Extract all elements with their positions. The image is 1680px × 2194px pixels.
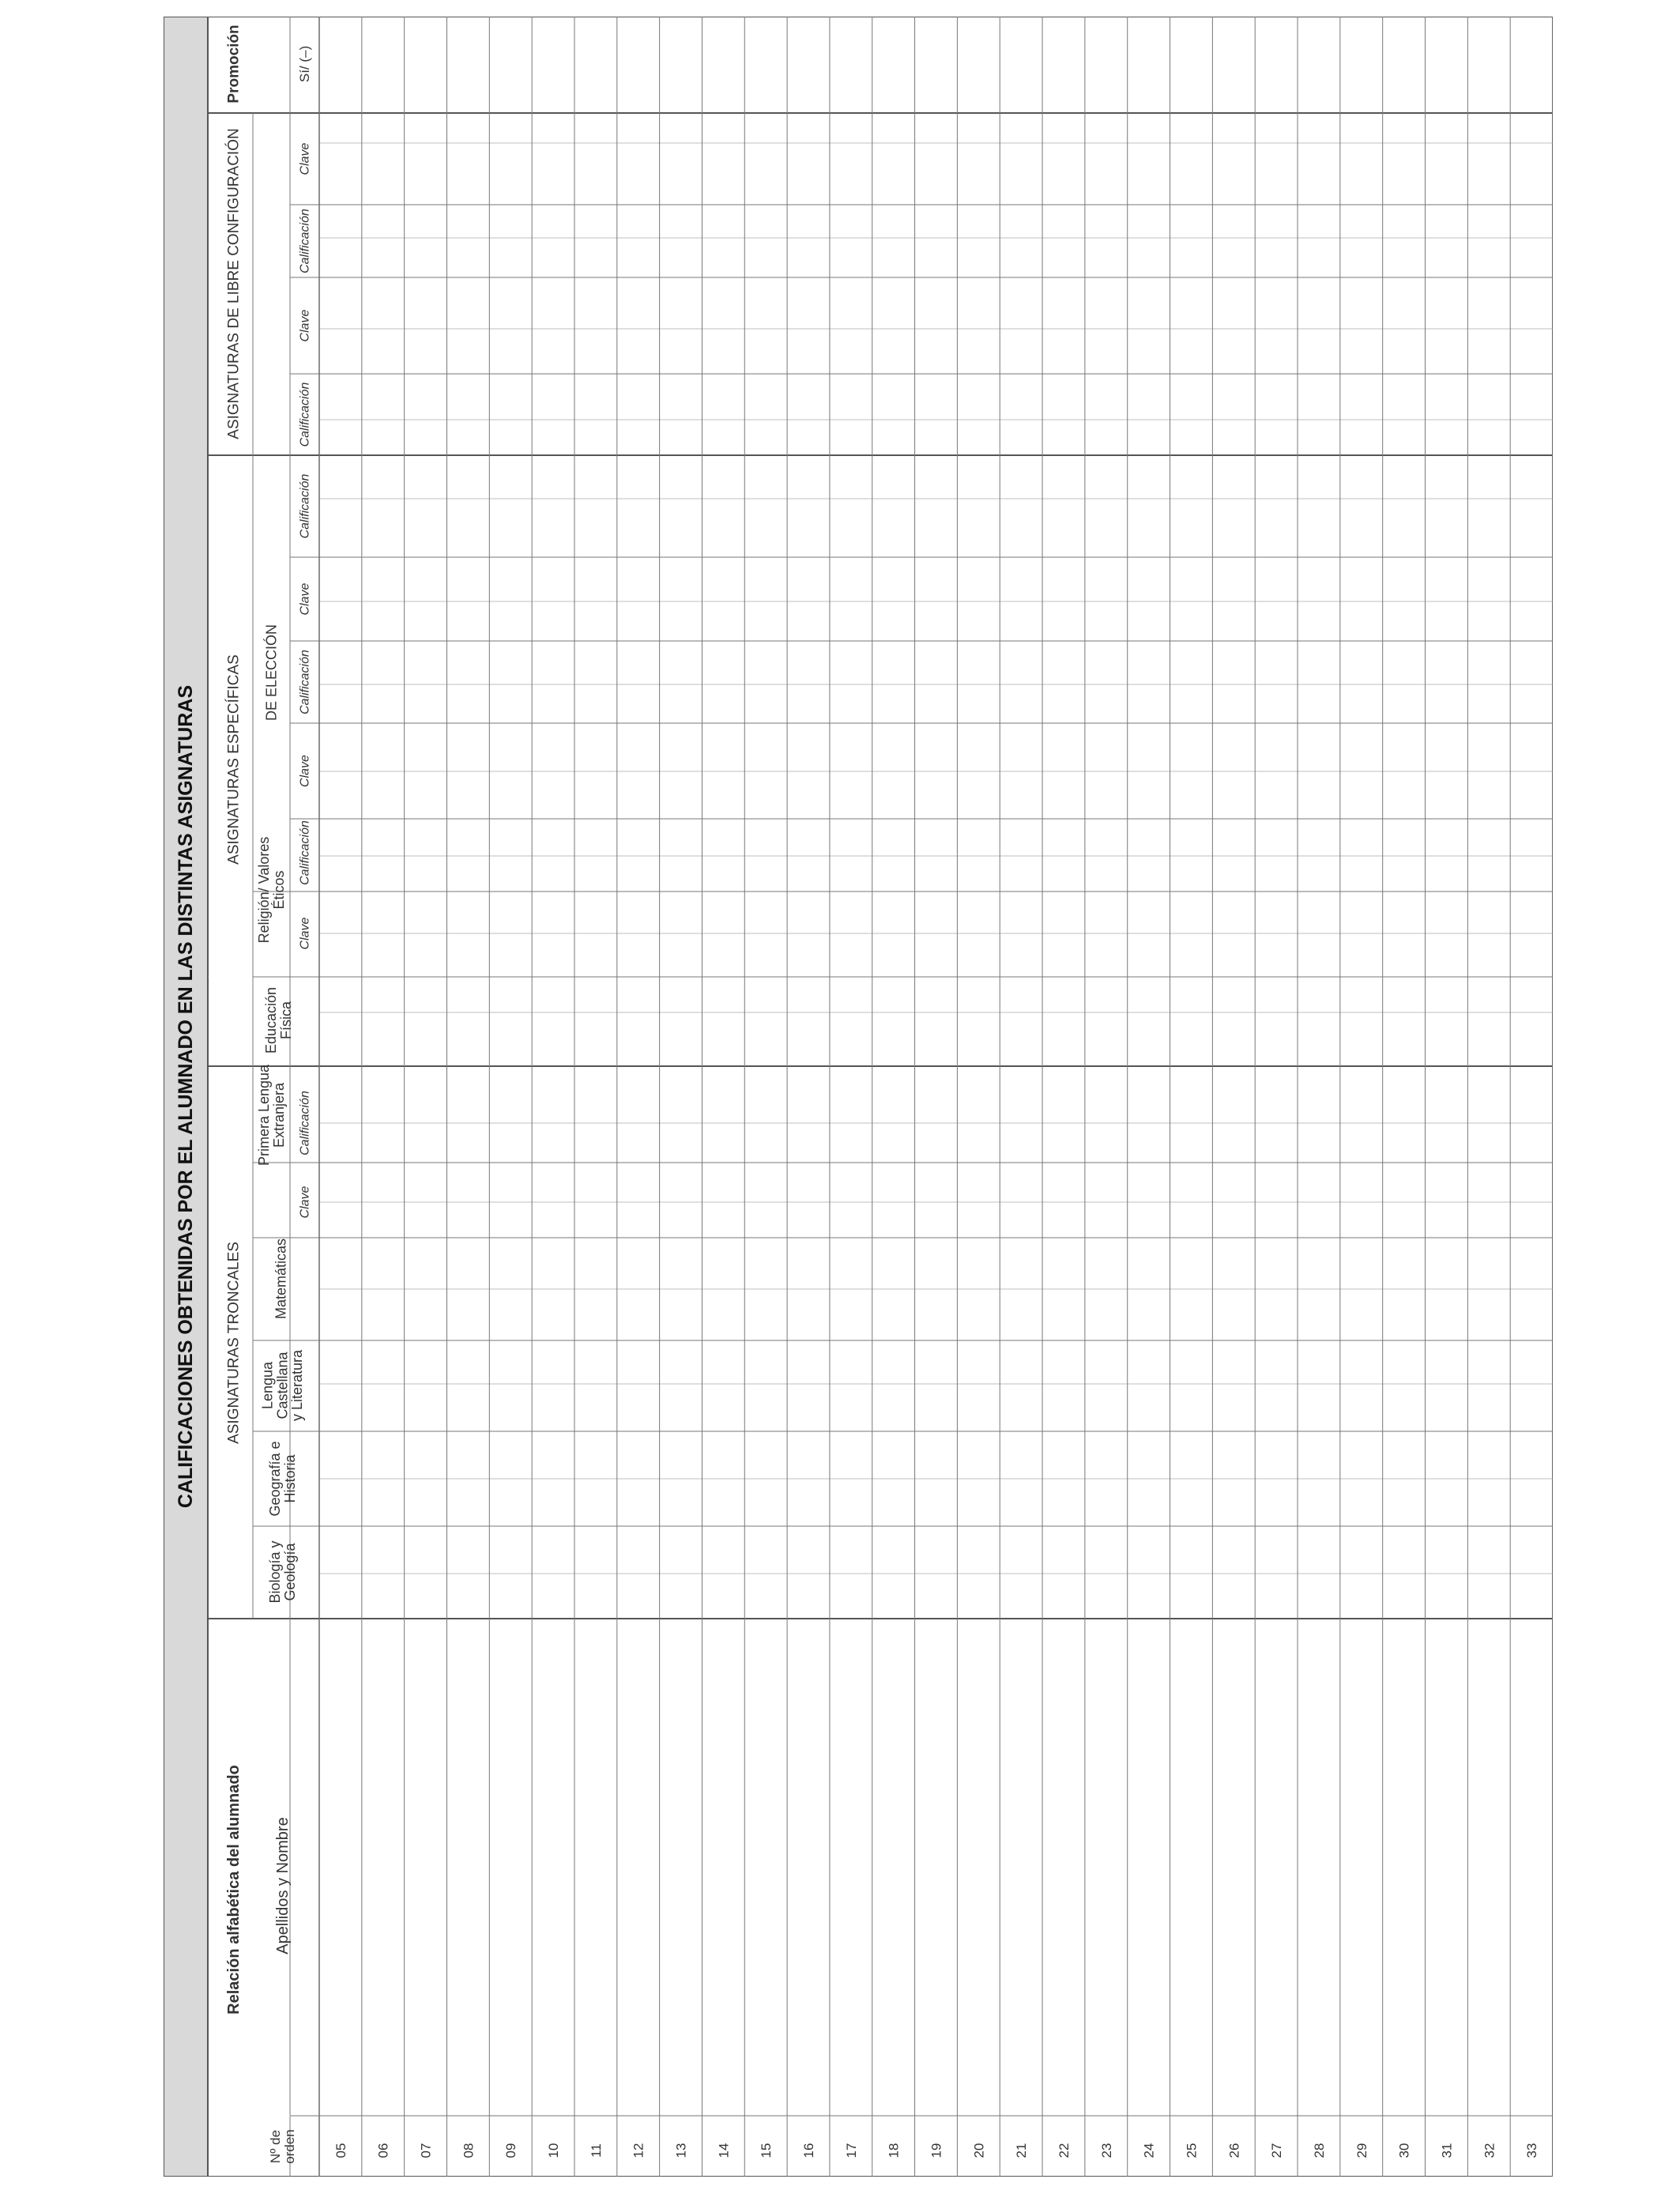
libre-clave-label: Clave xyxy=(298,142,312,175)
row-number: 16 xyxy=(801,2143,817,2158)
libre-calificacion-label: Calificación xyxy=(298,382,312,447)
row-number: 33 xyxy=(1524,2143,1540,2158)
eleccion-header: DE ELECCIÓN xyxy=(263,624,280,722)
row-number: 17 xyxy=(843,2143,859,2158)
libre-calificacion-label: Calificación xyxy=(298,209,312,273)
name-column-header: Apellidos y Nombre xyxy=(274,1817,292,1955)
row-number: 09 xyxy=(503,2143,519,2158)
row-number: 06 xyxy=(375,2143,391,2158)
row-number: 20 xyxy=(971,2143,987,2158)
row-number: 19 xyxy=(929,2143,944,2158)
promocion-header: Promoción xyxy=(225,25,243,104)
row-number: 26 xyxy=(1226,2143,1242,2158)
eleccion-clave-label: Clave xyxy=(298,755,312,787)
lengua-header: LenguaCastellanay Literatura xyxy=(259,1349,306,1422)
row-number: 07 xyxy=(418,2143,434,2158)
row-number: 22 xyxy=(1056,2143,1072,2158)
row-number: 30 xyxy=(1396,2143,1412,2158)
row-number: 29 xyxy=(1354,2143,1369,2158)
primera-lengua-clave-label: Clave xyxy=(298,1186,312,1219)
row-number: 31 xyxy=(1439,2143,1455,2158)
row-number: 15 xyxy=(759,2143,774,2158)
primera-lengua-calificacion-label: Calificación xyxy=(298,1091,312,1155)
religion-calificacion-label: Calificación xyxy=(298,820,312,885)
eleccion-calificacion-label: Calificación xyxy=(298,473,312,539)
row-number: 10 xyxy=(546,2143,562,2158)
order-number-header: Nº deorden xyxy=(268,2129,297,2164)
grades-table xyxy=(164,17,1553,2177)
row-number: 18 xyxy=(886,2143,902,2158)
libre-clave-label: Clave xyxy=(298,309,312,342)
matematicas-header: Matemáticas xyxy=(273,1238,289,1320)
table-grid xyxy=(164,17,1553,2177)
row-number: 08 xyxy=(461,2143,477,2158)
educacion-fisica-header: EducaciónFísica xyxy=(262,986,294,1054)
header-labels xyxy=(225,25,312,2163)
religion-header: Religión/ ValoresÉticos xyxy=(255,836,287,944)
eleccion-calificacion-label: Calificación xyxy=(298,650,312,714)
row-number: 27 xyxy=(1269,2143,1285,2158)
row-number: 23 xyxy=(1098,2143,1114,2158)
row-numbers xyxy=(333,2143,1539,2158)
row-number: 32 xyxy=(1482,2143,1497,2158)
troncales-header: ASIGNATURAS TRONCALES xyxy=(225,1242,243,1444)
row-number: 13 xyxy=(673,2143,689,2158)
primera-lengua-header: Primera LenguaExtranjera xyxy=(255,1064,287,1167)
row-number: 14 xyxy=(716,2143,732,2158)
geografia-header: Geografía eHistoria xyxy=(266,1441,298,1517)
title-group xyxy=(175,685,197,1508)
libre-config-header: ASIGNATURAS DE LIBRE CONFIGURACIÓN xyxy=(225,128,243,439)
row-number: 05 xyxy=(333,2143,348,2158)
row-number: 21 xyxy=(1014,2143,1030,2158)
religion-clave-label: Clave xyxy=(298,917,312,950)
row-number: 12 xyxy=(631,2143,646,2158)
outer-border xyxy=(164,17,1553,2177)
row-number: 28 xyxy=(1311,2143,1327,2158)
especificas-header: ASIGNATURAS ESPECÍFICAS xyxy=(225,654,243,865)
student-list-header: Relación alfabética del alumnado xyxy=(225,1765,243,2015)
page-title: CALIFICACIONES OBTENIDAS POR EL ALUMNADO EN LAS DISTINTAS ASIGNATURAS xyxy=(175,684,197,1509)
biologia-header: Biología yGeología xyxy=(266,1540,298,1604)
promocion-value-label: Sí/ (–) xyxy=(296,45,312,83)
row-number: 24 xyxy=(1141,2143,1157,2158)
eleccion-clave-label: Clave xyxy=(298,582,312,616)
row-number: 11 xyxy=(588,2143,604,2158)
row-number: 25 xyxy=(1184,2143,1200,2158)
grades-sheet xyxy=(164,17,1553,2177)
